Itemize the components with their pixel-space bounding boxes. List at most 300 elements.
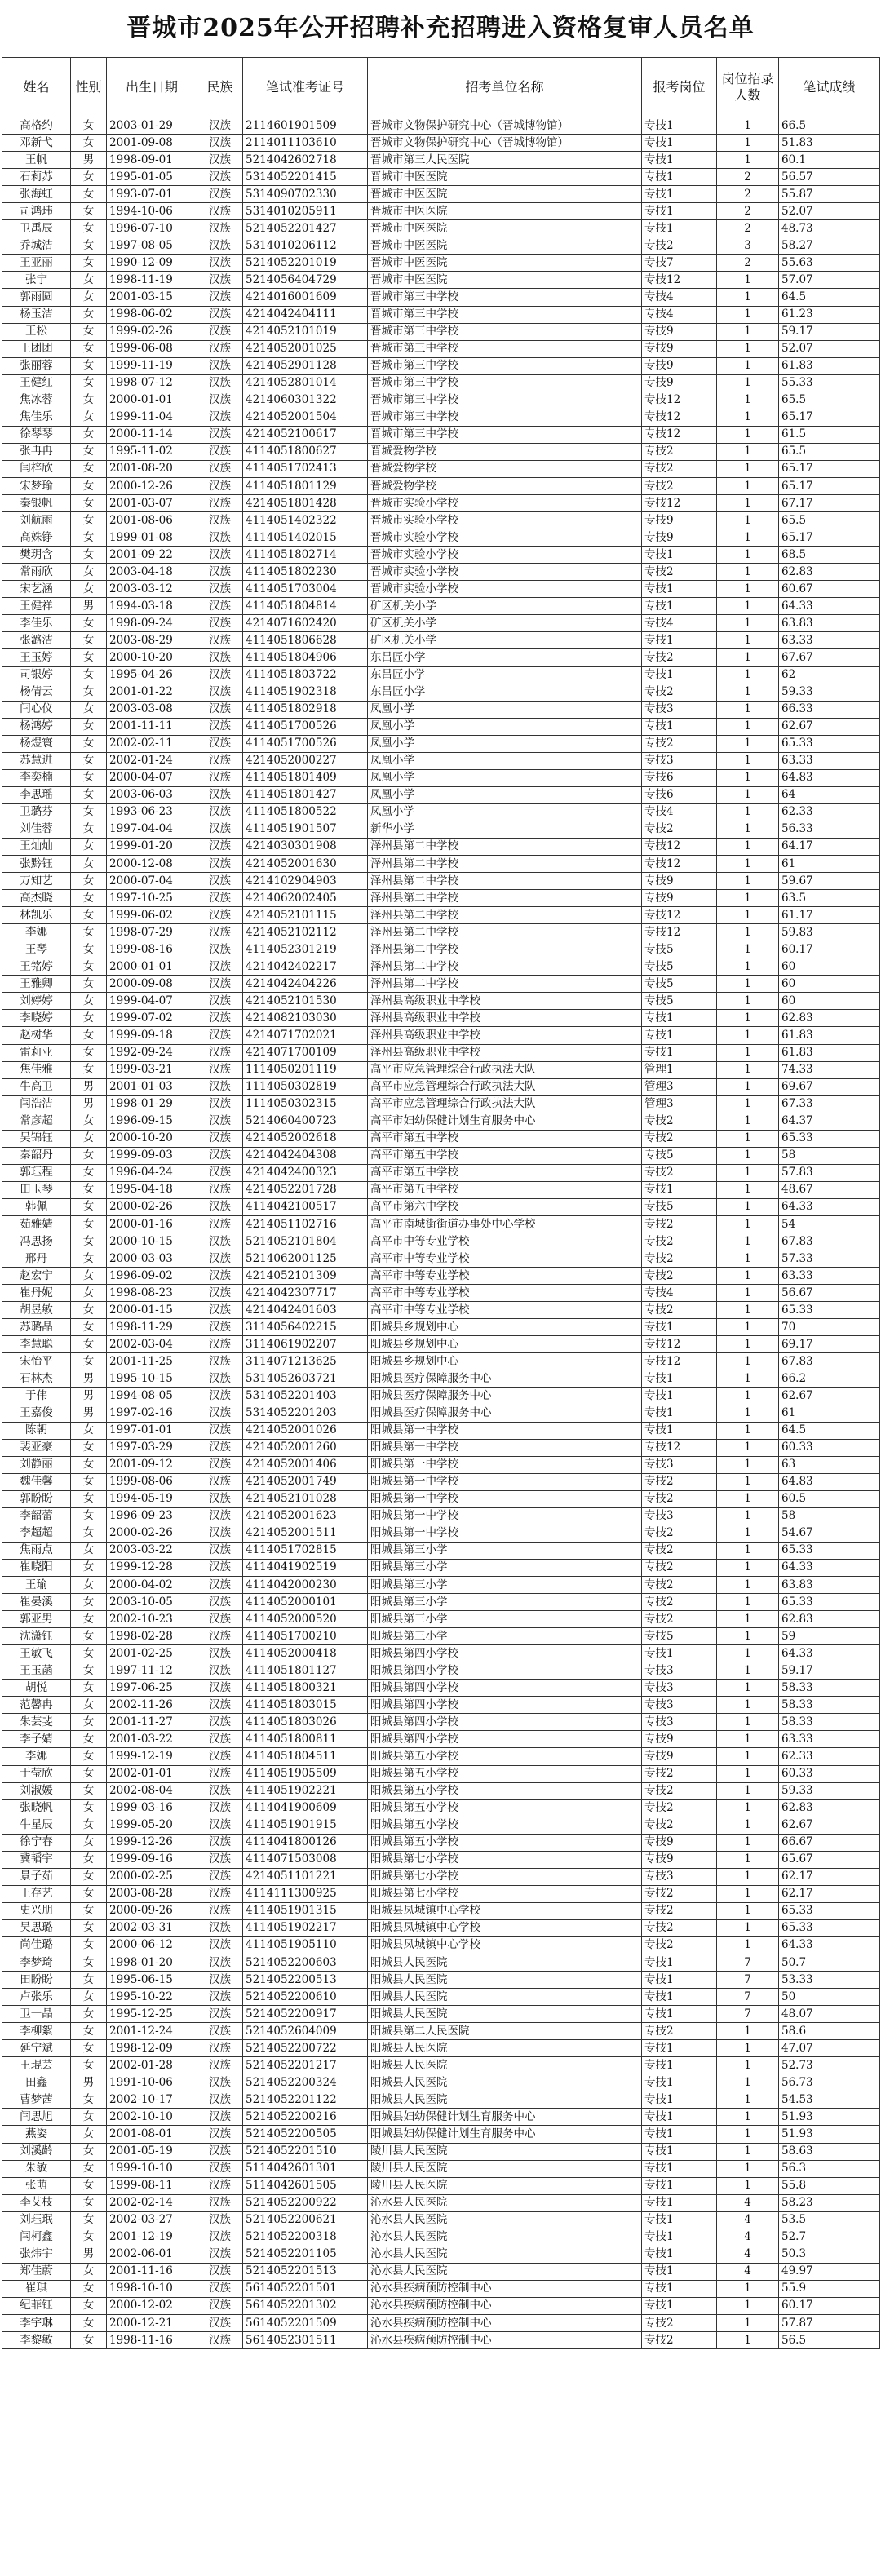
cell-employer: 阳城县第一中学校 bbox=[368, 1473, 642, 1490]
cell-gender: 女 bbox=[71, 1954, 107, 1972]
cell-position: 专技2 bbox=[642, 1782, 717, 1799]
cell-position: 专技1 bbox=[642, 2074, 717, 2091]
cell-employer: 沁水县人民医院 bbox=[368, 2211, 642, 2229]
cell-position: 专技1 bbox=[642, 2297, 717, 2314]
cell-birthdate: 2001-03-22 bbox=[107, 1731, 197, 1748]
cell-quota: 1 bbox=[717, 1782, 779, 1799]
table-row bbox=[2, 1319, 880, 1336]
cell-quota: 1 bbox=[717, 752, 779, 769]
table-row bbox=[2, 1559, 880, 1576]
cell-gender: 女 bbox=[71, 1473, 107, 1490]
table-body bbox=[2, 117, 880, 2349]
cell-employer: 阳城县妇幼保健计划生育服务中心 bbox=[368, 2109, 642, 2126]
cell-birthdate: 1998-07-12 bbox=[107, 374, 197, 392]
table-row bbox=[2, 1817, 880, 1834]
cell-exam-id: 4214052101530 bbox=[243, 993, 368, 1010]
cell-position: 专技12 bbox=[642, 907, 717, 924]
cell-position: 专技2 bbox=[642, 649, 717, 666]
cell-exam-id: 4114052000520 bbox=[243, 1611, 368, 1628]
cell-birthdate: 2001-11-25 bbox=[107, 1353, 197, 1370]
table-row bbox=[2, 135, 880, 152]
cell-quota: 1 bbox=[717, 1422, 779, 1439]
cell-birthdate: 1999-10-10 bbox=[107, 2160, 197, 2177]
cell-gender: 女 bbox=[71, 135, 107, 152]
cell-birthdate: 2001-12-24 bbox=[107, 2023, 197, 2040]
cell-employer: 阳城县第一中学校 bbox=[368, 1456, 642, 1473]
cell-name: 王琨芸 bbox=[2, 2057, 71, 2074]
table-row bbox=[2, 1954, 880, 1972]
cell-ethnicity: 汉族 bbox=[197, 2280, 243, 2297]
cell-birthdate: 2003-08-28 bbox=[107, 1885, 197, 1902]
cell-quota: 1 bbox=[717, 958, 779, 976]
cell-employer: 陵川县人民医院 bbox=[368, 2143, 642, 2160]
cell-quota: 1 bbox=[717, 1680, 779, 1697]
cell-quota: 1 bbox=[717, 598, 779, 615]
cell-gender: 女 bbox=[71, 357, 107, 374]
cell-quota: 1 bbox=[717, 1765, 779, 1782]
cell-name: 田鑫 bbox=[2, 2074, 71, 2091]
cell-exam-id: 4114051901315 bbox=[243, 1902, 368, 1919]
cell-birthdate: 1998-07-29 bbox=[107, 924, 197, 941]
cell-exam-id: 4114051804814 bbox=[243, 598, 368, 615]
cell-employer: 阳城县第五小学校 bbox=[368, 1799, 642, 1817]
cell-score: 59.83 bbox=[779, 924, 880, 941]
cell-position: 专技1 bbox=[642, 186, 717, 203]
cell-birthdate: 2003-10-05 bbox=[107, 1594, 197, 1611]
cell-ethnicity: 汉族 bbox=[197, 1731, 243, 1748]
cell-name: 宋艺涵 bbox=[2, 581, 71, 598]
table-row bbox=[2, 958, 880, 976]
cell-employer: 泽州县第二中学校 bbox=[368, 873, 642, 890]
cell-employer: 阳城县人民医院 bbox=[368, 2040, 642, 2057]
cell-employer: 阳城县第五小学校 bbox=[368, 1748, 642, 1765]
cell-employer: 高平市中等专业学校 bbox=[368, 1268, 642, 1285]
cell-birthdate: 2002-03-31 bbox=[107, 1919, 197, 1936]
cell-quota: 1 bbox=[717, 1027, 779, 1044]
cell-name: 樊玥含 bbox=[2, 547, 71, 564]
cell-position: 专技6 bbox=[642, 786, 717, 803]
cell-score: 60.33 bbox=[779, 1439, 880, 1456]
cell-birthdate: 1998-09-01 bbox=[107, 152, 197, 169]
table-row bbox=[2, 117, 880, 135]
table-row bbox=[2, 941, 880, 958]
cell-employer: 高平市妇幼保健计划生育服务中心 bbox=[368, 1113, 642, 1130]
cell-name: 韩佩 bbox=[2, 1198, 71, 1215]
cell-ethnicity: 汉族 bbox=[197, 1216, 243, 1233]
cell-ethnicity: 汉族 bbox=[197, 2074, 243, 2091]
cell-position: 专技1 bbox=[642, 2280, 717, 2297]
cell-ethnicity: 汉族 bbox=[197, 752, 243, 769]
cell-position: 专技1 bbox=[642, 1044, 717, 1061]
cell-gender: 女 bbox=[71, 786, 107, 803]
cell-employer: 晋城市第三中学校 bbox=[368, 289, 642, 306]
cell-ethnicity: 汉族 bbox=[197, 2211, 243, 2229]
cell-name: 焦佳乐 bbox=[2, 409, 71, 426]
cell-ethnicity: 汉族 bbox=[197, 598, 243, 615]
table-row bbox=[2, 684, 880, 701]
cell-employer: 阳城县第一中学校 bbox=[368, 1525, 642, 1542]
cell-position: 专技12 bbox=[642, 856, 717, 873]
cell-gender: 女 bbox=[71, 203, 107, 220]
cell-birthdate: 1997-02-16 bbox=[107, 1405, 197, 1422]
cell-score: 61.23 bbox=[779, 306, 880, 323]
cell-quota: 1 bbox=[717, 1268, 779, 1285]
cell-birthdate: 1997-08-05 bbox=[107, 237, 197, 255]
cell-quota: 1 bbox=[717, 477, 779, 494]
cell-name: 李佳乐 bbox=[2, 615, 71, 632]
cell-birthdate: 2003-03-12 bbox=[107, 581, 197, 598]
cell-employer: 凤凰小学 bbox=[368, 769, 642, 786]
cell-gender: 女 bbox=[71, 117, 107, 135]
cell-employer: 阳城县人民医院 bbox=[368, 2006, 642, 2023]
cell-birthdate: 1996-04-24 bbox=[107, 1164, 197, 1181]
cell-birthdate: 1995-10-15 bbox=[107, 1370, 197, 1388]
cell-birthdate: 2000-10-15 bbox=[107, 1233, 197, 1250]
cell-birthdate: 1994-05-19 bbox=[107, 1490, 197, 1507]
cell-name: 李韶蕾 bbox=[2, 1507, 71, 1525]
cell-gender: 女 bbox=[71, 2109, 107, 2126]
cell-name: 胡悦 bbox=[2, 1680, 71, 1697]
cell-exam-id: 5214052200513 bbox=[243, 1972, 368, 1989]
cell-employer: 泽州县第二中学校 bbox=[368, 856, 642, 873]
cell-score: 60 bbox=[779, 958, 880, 976]
cell-quota: 1 bbox=[717, 838, 779, 855]
cell-position: 专技1 bbox=[642, 2194, 717, 2211]
cell-employer: 晋城市第三人民医院 bbox=[368, 152, 642, 169]
cell-name: 卫璐芬 bbox=[2, 803, 71, 821]
cell-name: 杨煜寰 bbox=[2, 735, 71, 752]
cell-employer: 凤凰小学 bbox=[368, 718, 642, 735]
cell-ethnicity: 汉族 bbox=[197, 701, 243, 718]
cell-ethnicity: 汉族 bbox=[197, 237, 243, 255]
cell-position: 专技9 bbox=[642, 1748, 717, 1765]
cell-employer: 阳城县人民医院 bbox=[368, 1972, 642, 1989]
cell-score: 58 bbox=[779, 1507, 880, 1525]
cell-exam-id: 5614052301511 bbox=[243, 2332, 368, 2349]
cell-name: 乔城洁 bbox=[2, 237, 71, 255]
cell-gender: 男 bbox=[71, 1388, 107, 1405]
cell-quota: 1 bbox=[717, 135, 779, 152]
cell-ethnicity: 汉族 bbox=[197, 1989, 243, 2006]
cell-birthdate: 2000-01-01 bbox=[107, 392, 197, 409]
cell-position: 专技2 bbox=[642, 1525, 717, 1542]
cell-employer: 晋城市实验小学校 bbox=[368, 512, 642, 529]
cell-employer: 晋城市第三中学校 bbox=[368, 340, 642, 357]
cell-birthdate: 1999-06-08 bbox=[107, 340, 197, 357]
cell-ethnicity: 汉族 bbox=[197, 924, 243, 941]
cell-score: 64.33 bbox=[779, 598, 880, 615]
cell-name: 田玉琴 bbox=[2, 1181, 71, 1198]
cell-exam-id: 4114051905110 bbox=[243, 1936, 368, 1954]
cell-employer: 阳城县第七小学校 bbox=[368, 1885, 642, 1902]
cell-employer: 晋城爱物学校 bbox=[368, 460, 642, 477]
table-row bbox=[2, 1473, 880, 1490]
cell-quota: 1 bbox=[717, 1353, 779, 1370]
cell-ethnicity: 汉族 bbox=[197, 1181, 243, 1198]
table-row bbox=[2, 1542, 880, 1559]
cell-ethnicity: 汉族 bbox=[197, 615, 243, 632]
cell-position: 专技12 bbox=[642, 409, 717, 426]
cell-quota: 1 bbox=[717, 615, 779, 632]
cell-score: 65.33 bbox=[779, 1919, 880, 1936]
cell-name: 张丽蓉 bbox=[2, 357, 71, 374]
cell-ethnicity: 汉族 bbox=[197, 1542, 243, 1559]
cell-name: 王瑜 bbox=[2, 1576, 71, 1593]
cell-name: 万知艺 bbox=[2, 873, 71, 890]
cell-birthdate: 2002-11-26 bbox=[107, 1697, 197, 1714]
cell-quota: 7 bbox=[717, 1972, 779, 1989]
cell-gender: 女 bbox=[71, 374, 107, 392]
cell-birthdate: 2000-10-20 bbox=[107, 649, 197, 666]
cell-score: 51.83 bbox=[779, 135, 880, 152]
cell-exam-id: 4214071702021 bbox=[243, 1027, 368, 1044]
cell-birthdate: 2002-10-23 bbox=[107, 1611, 197, 1628]
cell-birthdate: 1996-07-10 bbox=[107, 220, 197, 237]
cell-position: 专技2 bbox=[642, 1268, 717, 1285]
cell-birthdate: 1999-01-20 bbox=[107, 838, 197, 855]
cell-quota: 1 bbox=[717, 1147, 779, 1164]
cell-employer: 晋城市中医医院 bbox=[368, 237, 642, 255]
cell-employer: 晋城市中医医院 bbox=[368, 186, 642, 203]
cell-birthdate: 1998-11-16 bbox=[107, 2332, 197, 2349]
cell-quota: 1 bbox=[717, 976, 779, 993]
cell-score: 56.5 bbox=[779, 2332, 880, 2349]
table-row bbox=[2, 374, 880, 392]
cell-name: 崔晓阳 bbox=[2, 1559, 71, 1576]
cell-ethnicity: 汉族 bbox=[197, 255, 243, 272]
cell-name: 焦雨点 bbox=[2, 1542, 71, 1559]
cell-birthdate: 1999-09-03 bbox=[107, 1147, 197, 1164]
cell-position: 管理1 bbox=[642, 1061, 717, 1078]
cell-gender: 女 bbox=[71, 1919, 107, 1936]
table-row bbox=[2, 838, 880, 855]
cell-score: 65.33 bbox=[779, 1302, 880, 1319]
table-row bbox=[2, 220, 880, 237]
cell-position: 专技1 bbox=[642, 2160, 717, 2177]
cell-quota: 1 bbox=[717, 272, 779, 289]
cell-employer: 凤凰小学 bbox=[368, 701, 642, 718]
cell-position: 专技1 bbox=[642, 2143, 717, 2160]
cell-gender: 女 bbox=[71, 1507, 107, 1525]
cell-birthdate: 1998-12-09 bbox=[107, 2040, 197, 2057]
cell-gender: 女 bbox=[71, 958, 107, 976]
table-row bbox=[2, 512, 880, 529]
cell-position: 专技12 bbox=[642, 1439, 717, 1456]
table-row bbox=[2, 1147, 880, 1164]
cell-name: 闫浩洁 bbox=[2, 1095, 71, 1113]
cell-position: 专技1 bbox=[642, 203, 717, 220]
cell-score: 62.33 bbox=[779, 1748, 880, 1765]
table-row bbox=[2, 1285, 880, 1302]
cell-ethnicity: 汉族 bbox=[197, 1198, 243, 1215]
cell-name: 卫一晶 bbox=[2, 2006, 71, 2023]
cell-name: 张晓帆 bbox=[2, 1799, 71, 1817]
cell-ethnicity: 汉族 bbox=[197, 1525, 243, 1542]
cell-score: 60.17 bbox=[779, 941, 880, 958]
cell-ethnicity: 汉族 bbox=[197, 1336, 243, 1353]
cell-exam-id: 4114051801127 bbox=[243, 1662, 368, 1680]
cell-quota: 1 bbox=[717, 701, 779, 718]
cell-name: 范馨冉 bbox=[2, 1697, 71, 1714]
cell-ethnicity: 汉族 bbox=[197, 1353, 243, 1370]
table-row bbox=[2, 1336, 880, 1353]
cell-score: 64.33 bbox=[779, 1198, 880, 1215]
cell-score: 65.5 bbox=[779, 512, 880, 529]
cell-employer: 凤凰小学 bbox=[368, 735, 642, 752]
cell-position: 专技2 bbox=[642, 460, 717, 477]
cell-score: 64.33 bbox=[779, 1645, 880, 1662]
cell-position: 专技9 bbox=[642, 512, 717, 529]
cell-exam-id: 4114041800126 bbox=[243, 1834, 368, 1851]
cell-employer: 高平市应急管理综合行政执法大队 bbox=[368, 1095, 642, 1113]
cell-name: 林凯乐 bbox=[2, 907, 71, 924]
cell-quota: 1 bbox=[717, 1576, 779, 1593]
table-row bbox=[2, 2006, 880, 2023]
cell-position: 专技1 bbox=[642, 2211, 717, 2229]
table-row bbox=[2, 1422, 880, 1439]
cell-exam-id: 5214060400723 bbox=[243, 1113, 368, 1130]
applicant-table bbox=[2, 57, 880, 2349]
cell-quota: 1 bbox=[717, 443, 779, 460]
table-row bbox=[2, 1388, 880, 1405]
cell-gender: 女 bbox=[71, 1456, 107, 1473]
cell-quota: 1 bbox=[717, 1405, 779, 1422]
cell-position: 专技12 bbox=[642, 426, 717, 443]
cell-employer: 阳城县乡规划中心 bbox=[368, 1353, 642, 1370]
cell-exam-id: 3114061902207 bbox=[243, 1336, 368, 1353]
table-row bbox=[2, 1370, 880, 1388]
cell-exam-id: 4114051902221 bbox=[243, 1782, 368, 1799]
cell-score: 63.83 bbox=[779, 1576, 880, 1593]
cell-birthdate: 1999-08-16 bbox=[107, 941, 197, 958]
cell-gender: 女 bbox=[71, 340, 107, 357]
cell-position: 专技2 bbox=[642, 821, 717, 838]
cell-position: 专技1 bbox=[642, 1370, 717, 1388]
table-row bbox=[2, 426, 880, 443]
cell-gender: 女 bbox=[71, 289, 107, 306]
cell-score: 64 bbox=[779, 786, 880, 803]
cell-score: 56.73 bbox=[779, 2074, 880, 2091]
cell-birthdate: 1995-04-18 bbox=[107, 1181, 197, 1198]
cell-quota: 1 bbox=[717, 323, 779, 340]
cell-score: 57.07 bbox=[779, 272, 880, 289]
cell-employer: 阳城县凤城镇中心学校 bbox=[368, 1919, 642, 1936]
cell-score: 60 bbox=[779, 993, 880, 1010]
cell-name: 张黔钰 bbox=[2, 856, 71, 873]
cell-quota: 1 bbox=[717, 1044, 779, 1061]
cell-exam-id: 4214052001749 bbox=[243, 1473, 368, 1490]
cell-exam-id: 5214052200922 bbox=[243, 2194, 368, 2211]
cell-gender: 女 bbox=[71, 1164, 107, 1181]
cell-birthdate: 1993-06-23 bbox=[107, 803, 197, 821]
cell-exam-id: 4114051702413 bbox=[243, 460, 368, 477]
cell-quota: 1 bbox=[717, 2109, 779, 2126]
cell-name: 杨倩云 bbox=[2, 684, 71, 701]
cell-position: 专技3 bbox=[642, 1680, 717, 1697]
cell-birthdate: 1999-06-02 bbox=[107, 907, 197, 924]
cell-employer: 矿区机关小学 bbox=[368, 598, 642, 615]
cell-quota: 1 bbox=[717, 2023, 779, 2040]
cell-score: 47.07 bbox=[779, 2040, 880, 2057]
cell-employer: 泽州县第二中学校 bbox=[368, 907, 642, 924]
cell-exam-id: 4214052001026 bbox=[243, 1422, 368, 1439]
table-row bbox=[2, 615, 880, 632]
cell-birthdate: 2001-05-19 bbox=[107, 2143, 197, 2160]
cell-employer: 高平市应急管理综合行政执法大队 bbox=[368, 1078, 642, 1095]
cell-gender: 女 bbox=[71, 803, 107, 821]
cell-score: 60.33 bbox=[779, 1765, 880, 1782]
cell-score: 66.33 bbox=[779, 701, 880, 718]
cell-ethnicity: 汉族 bbox=[197, 718, 243, 735]
cell-ethnicity: 汉族 bbox=[197, 2109, 243, 2126]
cell-gender: 女 bbox=[71, 2091, 107, 2109]
cell-birthdate: 2002-08-04 bbox=[107, 1782, 197, 1799]
cell-exam-id: 4114051802714 bbox=[243, 547, 368, 564]
cell-gender: 女 bbox=[71, 1285, 107, 1302]
cell-birthdate: 1999-11-04 bbox=[107, 409, 197, 426]
cell-name: 李娜 bbox=[2, 1748, 71, 1765]
cell-employer: 晋城市中医医院 bbox=[368, 272, 642, 289]
cell-name: 高格约 bbox=[2, 117, 71, 135]
cell-gender: 女 bbox=[71, 2040, 107, 2057]
cell-gender: 女 bbox=[71, 1799, 107, 1817]
cell-birthdate: 2002-03-04 bbox=[107, 1336, 197, 1353]
cell-score: 65.33 bbox=[779, 735, 880, 752]
cell-gender: 女 bbox=[71, 272, 107, 289]
table-row bbox=[2, 1576, 880, 1593]
cell-exam-id: 4214052001623 bbox=[243, 1507, 368, 1525]
cell-ethnicity: 汉族 bbox=[197, 2194, 243, 2211]
cell-score: 57.83 bbox=[779, 1164, 880, 1181]
cell-ethnicity: 汉族 bbox=[197, 1645, 243, 1662]
cell-gender: 女 bbox=[71, 1731, 107, 1748]
cell-gender: 女 bbox=[71, 1936, 107, 1954]
cell-exam-id: 4214052801014 bbox=[243, 374, 368, 392]
cell-birthdate: 2003-08-29 bbox=[107, 632, 197, 649]
cell-gender: 女 bbox=[71, 1559, 107, 1576]
cell-gender: 女 bbox=[71, 907, 107, 924]
cell-ethnicity: 汉族 bbox=[197, 873, 243, 890]
cell-position: 专技2 bbox=[642, 1233, 717, 1250]
table-row bbox=[2, 323, 880, 340]
cell-employer: 阳城县第四小学校 bbox=[368, 1714, 642, 1731]
cell-employer: 新华小学 bbox=[368, 821, 642, 838]
cell-name: 刘溪龄 bbox=[2, 2143, 71, 2160]
cell-quota: 7 bbox=[717, 1954, 779, 1972]
cell-birthdate: 2003-03-08 bbox=[107, 701, 197, 718]
table-row bbox=[2, 666, 880, 684]
table-row bbox=[2, 2315, 880, 2332]
cell-position: 专技9 bbox=[642, 340, 717, 357]
table-row bbox=[2, 1525, 880, 1542]
cell-position: 专技2 bbox=[642, 1473, 717, 1490]
cell-score: 54.67 bbox=[779, 1525, 880, 1542]
table-row bbox=[2, 306, 880, 323]
cell-score: 68.5 bbox=[779, 547, 880, 564]
cell-position: 专技12 bbox=[642, 495, 717, 512]
cell-quota: 1 bbox=[717, 1302, 779, 1319]
cell-birthdate: 2000-12-26 bbox=[107, 477, 197, 494]
cell-quota: 1 bbox=[717, 1370, 779, 1388]
cell-score: 64.5 bbox=[779, 289, 880, 306]
cell-position: 专技1 bbox=[642, 2091, 717, 2109]
cell-gender: 女 bbox=[71, 769, 107, 786]
cell-birthdate: 2000-09-26 bbox=[107, 1902, 197, 1919]
cell-ethnicity: 汉族 bbox=[197, 1302, 243, 1319]
cell-exam-id: 5314052603721 bbox=[243, 1370, 368, 1388]
cell-birthdate: 2003-06-03 bbox=[107, 786, 197, 803]
cell-birthdate: 1998-02-28 bbox=[107, 1628, 197, 1645]
